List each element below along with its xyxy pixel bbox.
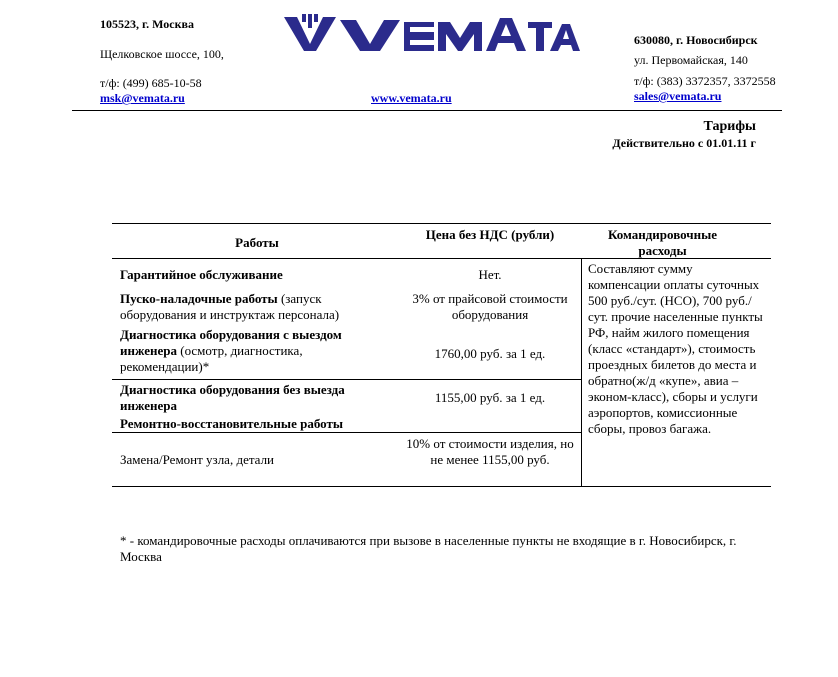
work-title: Диагностика оборудования с выездом инженера	[120, 327, 342, 358]
work-title: Диагностика оборудования без выезда инженера	[120, 382, 345, 413]
table-row	[120, 382, 395, 414]
work-detail: Замена/Ремонт узла, детали	[120, 452, 275, 467]
table-row-divider	[112, 379, 581, 380]
table-row	[120, 327, 395, 375]
footnote: * - командировочные расходы оплачиваются при вызове в населенные пункты не входящие в г. Новосибирск, г. Москва	[120, 533, 737, 564]
header-divider	[72, 110, 782, 111]
vemata-logo-graphic	[284, 14, 580, 52]
work-title: Ремонтно-восстановительные работы	[120, 416, 344, 431]
price-cell: 3% от прайсовой стоимости оборудования	[412, 291, 568, 322]
work-detail: (осмотр, диагностика, рекомендации)*	[120, 343, 303, 374]
table-row-divider	[112, 432, 581, 433]
price-cell: Нет.	[478, 267, 502, 282]
moscow-email-link[interactable]: msk@vemata.ru	[100, 91, 185, 105]
table-top-border	[112, 223, 771, 224]
novosibirsk-phone: т/ф: (383) 3372357, 3372558	[634, 74, 776, 88]
novosibirsk-city: 630080, г. Новосибирск	[634, 33, 758, 47]
price-cell: 1155,00 руб. за 1 ед.	[434, 390, 546, 405]
novosibirsk-email-link[interactable]: sales@vemata.ru	[634, 89, 722, 103]
website-link[interactable]: www.vemata.ru	[371, 91, 452, 105]
table-bottom-border	[112, 486, 771, 487]
table-row	[120, 291, 395, 323]
moscow-phone: т/ф: (499) 685-10-58	[100, 76, 202, 90]
vemata-logo	[284, 14, 580, 57]
moscow-address: Щелковское шоссе, 100,	[100, 47, 224, 61]
moscow-city: 105523, г. Москва	[100, 17, 194, 31]
header-works: Работы	[235, 235, 279, 250]
valid-from: Действительно с 01.01.11 г	[612, 136, 756, 150]
work-detail: (запуск оборудования и инструктаж персонала)	[120, 291, 340, 322]
header-price: Цена без НДС (рубли)	[425, 227, 555, 242]
table-row	[120, 416, 395, 432]
price-cell: 1760,00 руб. за 1 ед.	[434, 346, 546, 361]
table-column-divider	[581, 258, 582, 487]
work-title: Пуско-наладочные работы	[120, 291, 278, 306]
page-title: Тарифы	[703, 119, 756, 134]
work-title: Гарантийное обслуживание	[120, 267, 283, 282]
novosibirsk-address: ул. Первомайская, 140	[634, 53, 748, 67]
table-row	[120, 452, 395, 468]
price-cell: 10% от стоимости изделия, но не менее 1155,00 руб.	[406, 436, 574, 467]
travel-expenses-text: Составляют сумму компенсации оплаты суточных 500 руб./сут. (НСО), 700 руб./сут. прочие населенные пункты РФ, найм жилого помещения (класс «стандарт»), стоимость проездных билетов до места и обратно(ж/д «купе», авиа – эконом-класс), сборы и услуги аэропортов, комиссионные сборы, провоз багажа.	[588, 261, 763, 436]
header-travel: Командировочные расходы	[607, 227, 718, 258]
table-row	[120, 267, 395, 283]
